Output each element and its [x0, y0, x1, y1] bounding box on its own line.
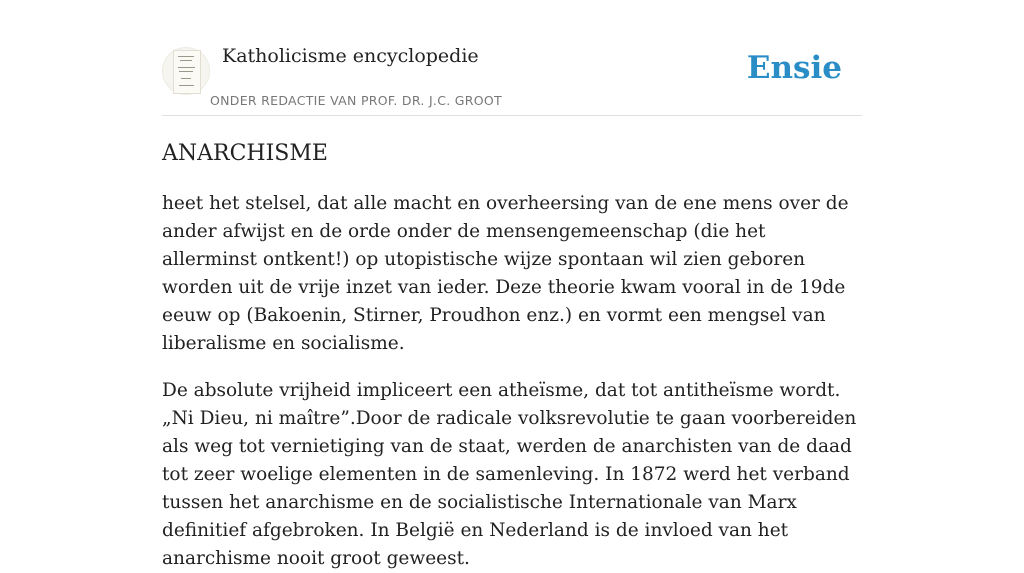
book-cover-icon[interactable]: [162, 47, 210, 95]
ensie-logo[interactable]: Ensie: [746, 50, 842, 86]
encyclopedia-title[interactable]: Katholicisme encyclopedie: [222, 45, 479, 67]
editor-line: ONDER REDACTIE VAN PROF. DR. J.C. GROOT: [210, 93, 502, 108]
article-title: ANARCHISME: [162, 141, 328, 166]
site-header: [162, 40, 862, 116]
article-paragraph: De absolute vrijheid impliceert een atheïsme, dat tot antitheïsme wordt. „Ni Dieu, ni maître”.Door de radicale volksrevolutie te gaan voorbereiden als weg tot vernietiging van de staat, werden de anarchisten van de daad tot zeer woelige elementen in de samenleving. In 1872 werd het verband tussen het anarchisme en de socialistische Internationale van Marx definitief afgebroken. In België en Nederland is de invloed van het anarchisme nooit groot geweest.: [162, 380, 857, 569]
book-cover-page: [173, 50, 201, 94]
article-paragraph: heet het stelsel, dat alle macht en overheersing van de ene mens over de ander afwijst en de orde onder de mensengemeenschap (die het allerminst ontkent!) op utopistische wijze spontaan wil zien geboren worden uit de vrije inzet van ieder. Deze theorie kwam vooral in de 19de eeuw op (Bakoenin, Stirner, Proudhon enz.) en vormt een mengsel van liberalisme en socialisme.: [162, 193, 849, 354]
article: [162, 138, 862, 573]
